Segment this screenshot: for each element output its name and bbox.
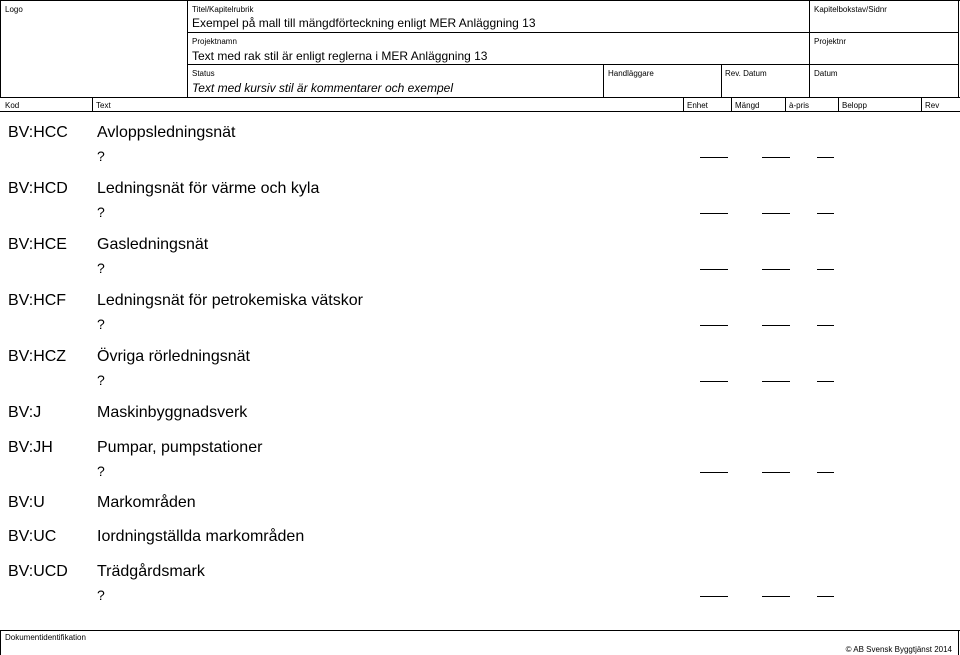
dash-apris xyxy=(762,213,790,214)
col-divider-enhet xyxy=(683,98,684,111)
row-title: Pumpar, pumpstationer xyxy=(97,439,263,456)
row-code: BV:UCD xyxy=(8,563,68,580)
dash-mangd xyxy=(700,325,728,326)
title-value: Exempel på mall till mängdförteckning enligt MER Anläggning 13 xyxy=(192,16,536,30)
dash-apris xyxy=(762,269,790,270)
row-code: BV:HCZ xyxy=(8,348,67,365)
project-name-label: Projektnamn xyxy=(192,37,237,46)
project-name-value: Text med rak stil är enligt reglerna i MER Anläggning 13 xyxy=(192,49,488,63)
dash-belopp xyxy=(817,157,834,158)
header-top-border xyxy=(0,0,960,1)
row-title: Övriga rörledningsnät xyxy=(97,348,250,365)
header-right-border xyxy=(958,0,959,98)
dash-mangd xyxy=(700,381,728,382)
dash-mangd xyxy=(700,157,728,158)
col-text: Text xyxy=(96,101,111,110)
columns-bottom-border xyxy=(0,111,960,112)
col-kod: Kod xyxy=(5,101,20,110)
dash-apris xyxy=(762,157,790,158)
dash-belopp xyxy=(817,472,834,473)
dash-apris xyxy=(762,381,790,382)
title-label: Titel/Kapitelrubrik xyxy=(192,5,254,14)
row-title: Ledningsnät för värme och kyla xyxy=(97,180,320,197)
doc-id-label: Dokumentidentifikation xyxy=(5,633,86,642)
row-question: ? xyxy=(97,587,105,603)
row-question: ? xyxy=(97,260,105,276)
col-divider-text xyxy=(92,98,93,111)
row-code: BV:HCC xyxy=(8,124,68,141)
row-code: BV:HCD xyxy=(8,180,68,197)
header-left-border xyxy=(0,0,1,98)
header-row-line-2 xyxy=(187,64,959,65)
dash-mangd xyxy=(700,213,728,214)
col-enhet: Enhet xyxy=(687,101,708,110)
row-title: Ledningsnät för petrokemiska vätskor xyxy=(97,292,363,309)
project-nr-label: Projektnr xyxy=(814,37,847,46)
copyright: © AB Svensk Byggtjänst 2014 xyxy=(845,645,952,654)
col-divider-rev xyxy=(921,98,922,111)
row-title: Gasledningsnät xyxy=(97,236,209,253)
col-divider-mangd xyxy=(731,98,732,111)
row-question: ? xyxy=(97,316,105,332)
col-divider-belopp xyxy=(838,98,839,111)
dash-apris xyxy=(762,472,790,473)
dash-mangd xyxy=(700,472,728,473)
header-divider-revdate xyxy=(721,64,722,98)
row-code: BV:J xyxy=(8,404,42,421)
row-question: ? xyxy=(97,372,105,388)
row-question: ? xyxy=(97,463,105,479)
row-code: BV:HCE xyxy=(8,236,67,253)
logo-label: Logo xyxy=(5,5,23,14)
col-apris: à-pris xyxy=(789,101,810,110)
row-title: Trädgårdsmark xyxy=(97,563,205,580)
row-title: Maskinbyggnadsverk xyxy=(97,404,248,421)
footer-left-border xyxy=(0,630,1,655)
row-code: BV:JH xyxy=(8,439,53,456)
row-title: Iordningställda markområden xyxy=(97,528,305,545)
dash-mangd xyxy=(700,269,728,270)
dash-belopp xyxy=(817,596,834,597)
header-row-line-1 xyxy=(187,32,959,33)
col-divider-apris xyxy=(785,98,786,111)
row-title: Avloppsledningsnät xyxy=(97,124,236,141)
dash-belopp xyxy=(817,213,834,214)
chapter-label: Kapitelbokstav/Sidnr xyxy=(814,5,887,14)
date-label: Datum xyxy=(814,69,838,78)
dash-apris xyxy=(762,325,790,326)
col-mangd: Mängd xyxy=(735,101,760,110)
rev-date-label: Rev. Datum xyxy=(725,69,767,78)
header-divider-right xyxy=(809,0,810,98)
dash-mangd xyxy=(700,596,728,597)
footer-top-border xyxy=(0,630,960,631)
row-question: ? xyxy=(97,204,105,220)
col-belopp: Belopp xyxy=(842,101,867,110)
dash-belopp xyxy=(817,325,834,326)
footer-right-border xyxy=(958,630,959,655)
col-rev: Rev xyxy=(925,101,940,110)
dash-belopp xyxy=(817,269,834,270)
row-code: BV:U xyxy=(8,494,45,511)
header-divider-logo xyxy=(187,0,188,98)
status-value: Text med kursiv stil är kommentarer och exempel xyxy=(192,81,453,95)
row-question: ? xyxy=(97,148,105,164)
header-bottom-border xyxy=(0,97,960,98)
dash-apris xyxy=(762,596,790,597)
handler-label: Handläggare xyxy=(608,69,654,78)
dash-belopp xyxy=(817,381,834,382)
row-code: BV:HCF xyxy=(8,292,67,309)
status-label: Status xyxy=(192,69,215,78)
row-title: Markområden xyxy=(97,494,196,511)
row-code: BV:UC xyxy=(8,528,57,545)
header-divider-handler xyxy=(603,64,604,98)
